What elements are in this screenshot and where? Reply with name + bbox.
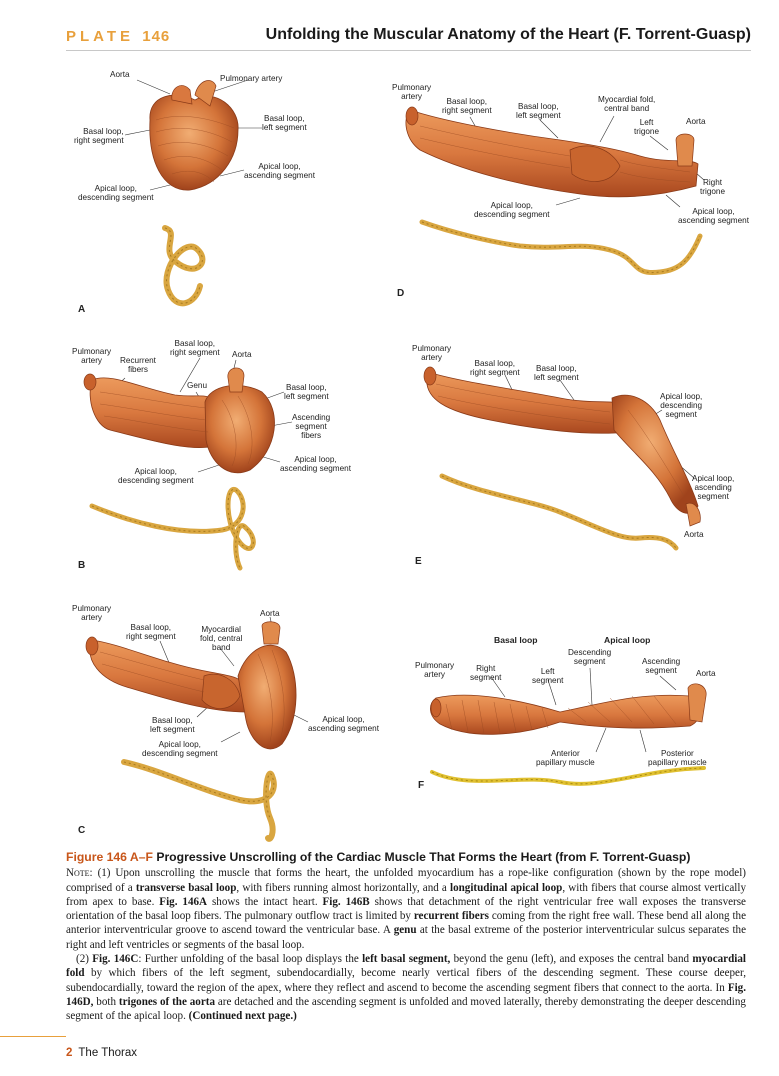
label-apical-descending: Apical loop, descending segment xyxy=(660,392,703,419)
rope-b xyxy=(92,489,253,568)
rope-a xyxy=(165,228,202,303)
panel-letter-b: B xyxy=(78,560,86,571)
label-right-trigone: Right trigone xyxy=(700,178,726,196)
figure-number: Figure 146 A–F xyxy=(66,850,153,864)
plate-title: Unfolding the Muscular Anatomy of the Heart (F. Torrent-Guasp) xyxy=(265,26,751,43)
label-aorta: Aorta xyxy=(232,350,252,359)
plate-label: PLATE 146 xyxy=(66,28,171,45)
label-left-segment: Left segment xyxy=(532,667,564,685)
label-basal-left: Basal loop, left segment xyxy=(284,383,329,401)
rope-c xyxy=(124,762,274,839)
caption-paragraph-1: Note: (1) Upon unscrolling the muscle that forms the heart, the unfolded myocardium has a rope-like configuration (shown by the rope model) comprised of a transverse basal loop, with fibers running almost horizontally, and a longitudinal apical loop, with fibers that course almost vertically from apex to base. Fig. 146A shows the intact heart. Fig. 146B shows that detachment of the right ventricular free wall exposes the transverse orientation of the basal loop fibers. The pulmonary outflow tract is limited by recurrent fibers coming from the right free wall. These bend all along the anterior interventricular groove to ascend toward the ventricular base. A genu at the basal extreme of the posterior interventricular sulcus separates the right and left ventricles or segments of the basal loop. xyxy=(66,867,747,951)
panel-letter-f: F xyxy=(418,780,425,791)
caption-title xyxy=(66,850,746,864)
label-basal-right: Basal loop, right segment xyxy=(74,127,124,145)
label-pulmonary-artery: Pulmonary artery xyxy=(72,347,112,365)
label-pulmonary-artery: Pulmonary artery xyxy=(220,74,283,83)
panel-letter-d: D xyxy=(397,288,405,299)
label-pulmonary-artery: Pulmonary artery xyxy=(412,344,452,362)
label-basal-left: Basal loop, left segment xyxy=(516,102,561,120)
label-basal-loop: Basal loop xyxy=(494,635,538,645)
label-apical-ascending: Apical loop, ascending segment xyxy=(280,455,352,473)
label-apical-loop: Apical loop xyxy=(604,635,651,645)
label-ascending-fibers: Ascending segment fibers xyxy=(292,413,331,440)
label-anterior-papillary: Anterior papillary muscle xyxy=(536,749,595,767)
label-apical-descending: Apical loop, descending segment xyxy=(78,184,154,202)
panel-letter-c: C xyxy=(78,825,86,836)
rope-e xyxy=(442,476,676,548)
label-right-segment: Right segment xyxy=(470,664,502,682)
label-basal-right: Basal loop, right segment xyxy=(470,359,520,377)
label-apical-ascending: Apical loop, ascending segment xyxy=(244,162,316,180)
label-apical-ascending: Apical loop, ascending segment xyxy=(308,715,380,733)
label-pulmonary-artery: Pulmonary artery xyxy=(415,661,455,679)
heart-a xyxy=(150,80,238,190)
label-apical-descending: Apical loop, descending segment xyxy=(142,740,218,758)
label-aorta: Aorta xyxy=(110,70,130,79)
label-basal-left: Basal loop, left segment xyxy=(262,114,307,132)
label-basal-left: Basal loop, left segment xyxy=(534,364,579,382)
panel-letter-a: A xyxy=(78,304,86,315)
heart-e xyxy=(424,367,703,526)
label-genu: Genu xyxy=(187,381,208,390)
page-footer xyxy=(66,1047,137,1059)
caption-paragraph-2: (2) Fig. 146C: Further unfolding of the basal loop displays the left basal segment, beyond the genu (left), and exposes the central band myocardial fold by which fibers of the left segment, subendocardially, become nearly vertical fibers of the descending segment. These course deeper, subendocardially, toward the region of the apex, where they reflect and ascend to become the ascending segment fibers that connect to the aorta. In Fig. 146D, both trigones of the aorta are detached and the ascending segment is unfolded and moved laterally, thereby demonstrating the deeper descending segment of the apical loop. (Continued next page.) xyxy=(66,953,746,1023)
label-basal-right: Basal loop, right segment xyxy=(442,97,492,115)
figure-title: Progressive Unscrolling of the Cardiac Muscle That Forms the Heart (from F. Torrent-Guasp) xyxy=(156,850,691,864)
page-number: 2 xyxy=(66,1047,73,1059)
rope-d xyxy=(422,222,700,273)
note-label: Note: xyxy=(66,867,93,880)
section-name: The Thorax xyxy=(78,1047,138,1059)
label-pulmonary-artery: Pulmonary artery xyxy=(72,604,112,622)
label-myocardial-fold: Myocardial fold, central band xyxy=(598,95,656,113)
footer-rule xyxy=(0,1036,66,1037)
label-apical-ascending: Apical loop, ascending segment xyxy=(678,207,750,225)
panel-letter-e: E xyxy=(415,556,422,567)
rope-f xyxy=(432,768,704,784)
label-basal-left: Basal loop, left segment xyxy=(150,716,195,734)
label-ascending-segment: Ascending segment xyxy=(642,657,681,675)
label-apical-ascending: Apical loop, ascending segment xyxy=(692,474,735,501)
label-left-trigone: Left trigone xyxy=(634,118,660,136)
label-descending-segment: Descending segment xyxy=(568,648,612,666)
label-aorta: Aorta xyxy=(686,117,706,126)
label-myocardial-fold: Myocardial fold, central band xyxy=(200,625,243,652)
label-pulmonary-artery: Pulmonary artery xyxy=(392,83,432,101)
label-aorta: Aorta xyxy=(696,669,716,678)
label-apical-descending: Apical loop, descending segment xyxy=(474,201,550,219)
label-apical-descending: Apical loop, descending segment xyxy=(118,467,194,485)
heart-b xyxy=(84,368,275,473)
label-basal-right: Basal loop, right segment xyxy=(170,339,220,357)
figure-caption xyxy=(66,850,746,1024)
label-posterior-papillary: Posterior papillary muscle xyxy=(648,749,707,767)
label-basal-right: Basal loop, right segment xyxy=(126,623,176,641)
label-recurrent-fibers: Recurrent fibers xyxy=(120,356,156,374)
heart-f xyxy=(430,684,706,735)
label-aorta: Aorta xyxy=(684,530,704,539)
label-aorta: Aorta xyxy=(260,609,280,618)
